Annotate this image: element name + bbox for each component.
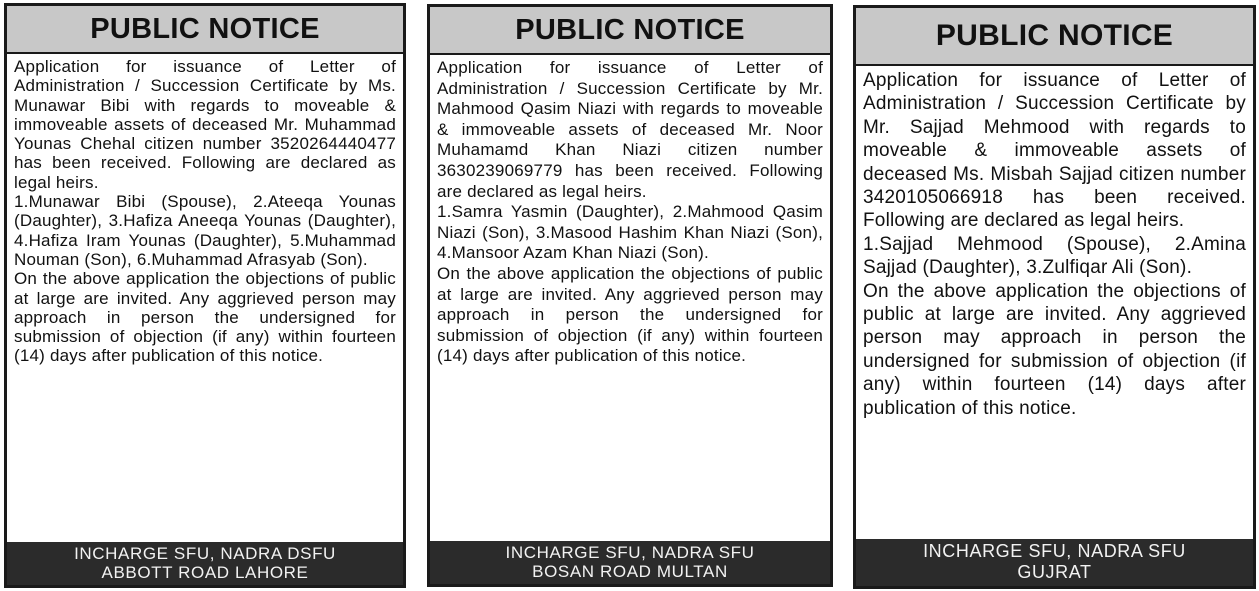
heir-item: 3.Masood Hashim Khan Niazi (Son), [535, 222, 823, 242]
notice-intro: Application for issuance of Letter of Administration / Succession Certificate by Mr. Mahmood Qasim Niazi with regards to moveable & immoveable assets of deceased Mr. Noor Muhamamd Khan Niazi citizen number 3630239069779 has been received. Following are declared as legal heirs. [437, 58, 823, 201]
heir-item: 3.Hafiza Aneeqa Younas (Daughter), [108, 211, 396, 231]
heirs-list [863, 233, 1246, 280]
notice-footer [856, 539, 1253, 586]
notice-closing: On the above application the objections of public at large are invited. Any aggrieved person may approach in person the undersigned for submission of objection (if any) within fourteen (14) days after publication of this notice. [14, 269, 396, 366]
footer-location: ABBOTT ROAD LAHORE [101, 563, 309, 582]
heir-item: 6.Muhammad Afrasyab (Son). [136, 249, 368, 269]
heirs-list [14, 192, 396, 269]
notice-body [7, 54, 403, 542]
heir-item: 2.Ateeqa Younas (Daughter), [14, 192, 396, 231]
notice-body [856, 66, 1253, 539]
heir-item: 2.Amina Sajjad (Daughter), [863, 233, 1246, 279]
notice-title: PUBLIC NOTICE [7, 6, 403, 54]
footer-location: BOSAN ROAD MULTAN [532, 562, 728, 581]
heirs-list [437, 202, 823, 264]
public-notice-gujrat [853, 5, 1256, 589]
heir-item: 1.Sajjad Mehmood (Spouse), [863, 233, 1152, 255]
heir-item: 2.Mahmood Qasim Niazi (Son), [437, 202, 823, 242]
notice-title: PUBLIC NOTICE [430, 7, 830, 55]
notice-footer [430, 541, 830, 584]
heir-item: 4.Mansoor Azam Khan Niazi (Son). [437, 243, 709, 263]
notice-closing: On the above application the objections of public at large are invited. Any aggrieved person may approach in person the undersigned for submission of objection (if any) within fourteen (14) days after publication of this notice. [863, 280, 1246, 419]
footer-office: INCHARGE SFU, NADRA SFU [923, 541, 1186, 561]
heir-item: 4.Hafiza Iram Younas (Daughter), [14, 230, 283, 250]
heir-item: 5.Muhammad Nouman (Son), [14, 230, 396, 269]
public-notice-lahore [4, 3, 406, 588]
notice-closing: On the above application the objections of public at large are invited. Any aggrieved person may approach in person the undersigned for submission of objection (if any) within fourteen (14) days after publication of this notice. [437, 263, 823, 366]
notice-intro: Application for issuance of Letter of Administration / Succession Certificate by Mr. Sajjad Mehmood with regards to moveable & immoveable assets of deceased Ms. Misbah Sajjad citizen number 3420105066918 has been received. Following are declared as legal heirs. [863, 70, 1246, 232]
heir-item: 1.Samra Yasmin (Daughter), [437, 202, 665, 222]
notice-title: PUBLIC NOTICE [856, 8, 1253, 66]
notice-footer [7, 542, 403, 585]
notice-body [430, 55, 830, 541]
footer-location: GUJRAT [1017, 562, 1092, 582]
footer-office: INCHARGE SFU, NADRA SFU [505, 543, 755, 562]
public-notice-multan [427, 4, 833, 587]
heir-item: 1.Munawar Bibi (Spouse), [14, 192, 237, 212]
notice-intro: Application for issuance of Letter of Administration / Succession Certificate by Ms. Munawar Bibi with regards to moveable & immoveable assets of deceased Mr. Muhammad Younas Chehal citizen number 3520264440477 has been received. Following are declared as legal heirs. [14, 57, 396, 192]
heir-item: 3.Zulfiqar Ali (Son). [1026, 257, 1193, 279]
footer-office: INCHARGE SFU, NADRA DSFU [74, 544, 336, 563]
